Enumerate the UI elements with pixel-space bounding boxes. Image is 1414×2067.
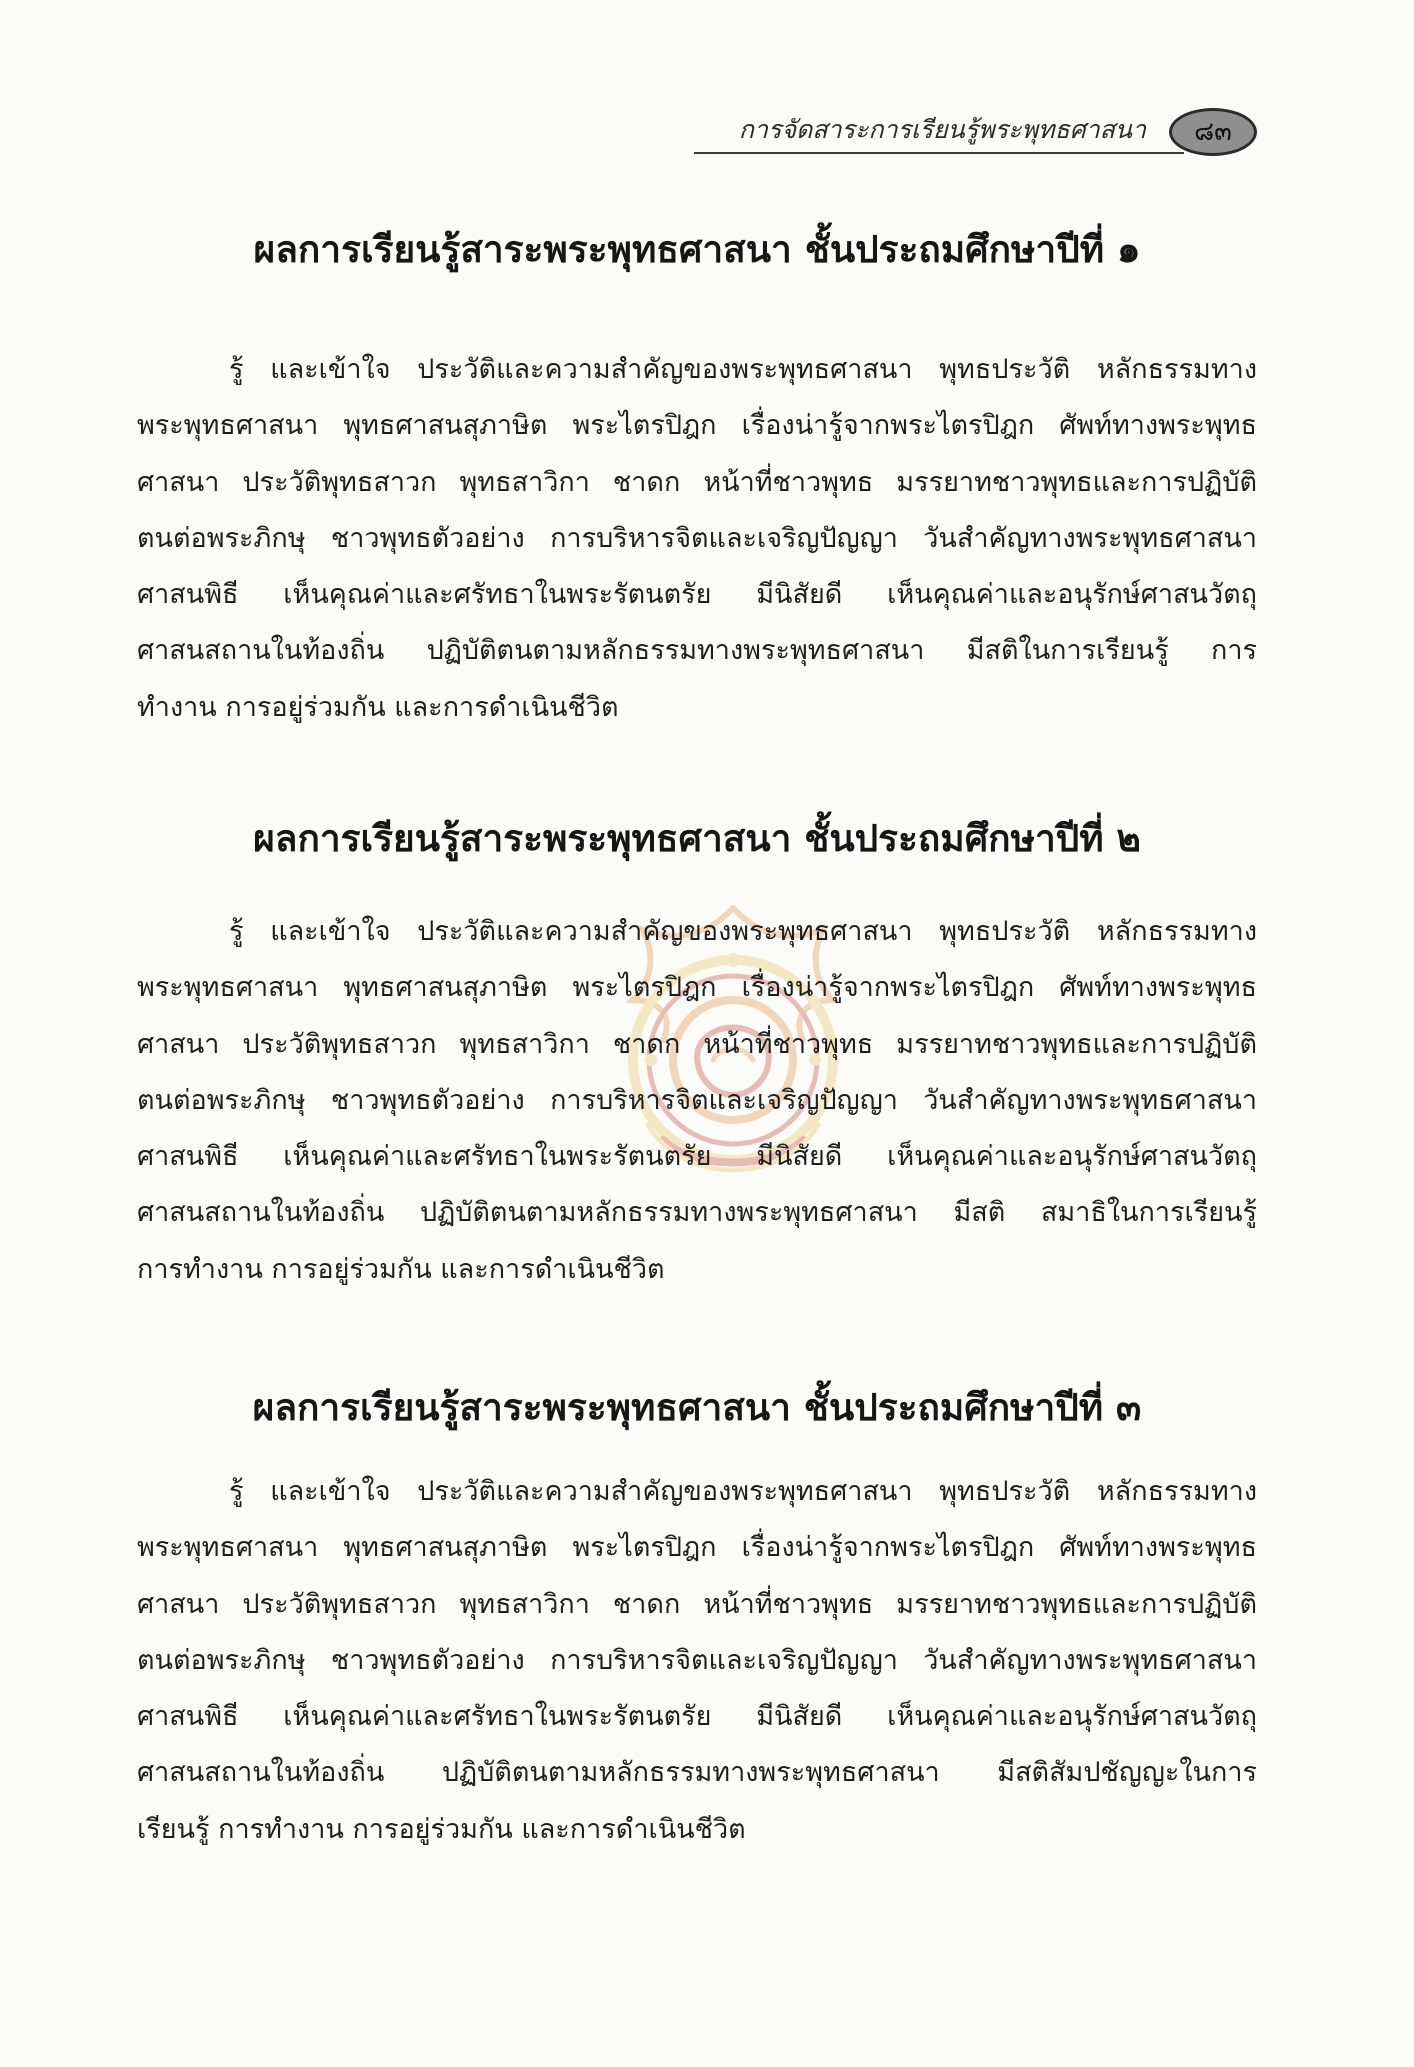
section-heading-grade-3: ผลการเรียนรู้สาระพระพุทธศาสนา ชั้นประถมศึกษาปีที่ ๓: [252, 1385, 1142, 1429]
paragraph-line: ทำงาน การอยู่ร่วมกัน และการดำเนินชีวิต: [137, 691, 619, 723]
section-heading-grade-2: ผลการเรียนรู้สาระพระพุทธศาสนา ชั้นประถมศึกษาปีที่ ๒: [253, 816, 1141, 860]
section-heading-grade-1: ผลการเรียนรู้สาระพระพุทธศาสนา ชั้นประถมศึกษาปีที่ ๑: [253, 227, 1141, 271]
paragraph-line: ศาสนา ประวัติพุทธสาวก พุทธสาวิกา ชาดก หน้าที่ชาวพุทธ มรรยาทชาวพุทธและการปฏิบัติ: [137, 466, 1257, 498]
paragraph-line: รู้ และเข้าใจ ประวัติและความสำคัญของพระพุทธศาสนา พุทธประวัติ หลักธรรมทาง: [229, 916, 1257, 947]
paragraph-line: ศาสนา ประวัติพุทธสาวก พุทธสาวิกา ชาดก หน้าที่ชาวพุทธ มรรยาทชาวพุทธและการปฏิบัติ: [137, 1588, 1257, 1620]
paragraph-line: การทำงาน การอยู่ร่วมกัน และการดำเนินชีวิต: [137, 1253, 665, 1285]
paragraph-line: รู้ และเข้าใจ ประวัติและความสำคัญของพระพุทธศาสนา พุทธประวัติ หลักธรรมทาง: [229, 1476, 1257, 1507]
header-rule: [694, 152, 1184, 154]
paragraph-line: พระพุทธศาสนา พุทธศาสนสุภาษิต พระไตรปิฎก เรื่องน่ารู้จากพระไตรปิฎก ศัพท์ทางพระพุทธ: [137, 972, 1257, 1004]
paragraph-line: ศาสนา ประวัติพุทธสาวก พุทธสาวิกา ชาดก หน้าที่ชาวพุทธ มรรยาทชาวพุทธและการปฏิบัติ: [137, 1028, 1257, 1060]
paragraph-line: ตนต่อพระภิกษุ ชาวพุทธตัวอย่าง การบริหารจิตและเจริญปัญญา วันสำคัญทางพระพุทธศาสนา: [137, 522, 1257, 554]
paragraph-line: ศาสนสถานในท้องถิ่น ปฏิบัติตนตามหลักธรรมทางพระพุทธศาสนา มีสติในการเรียนรู้ การ: [137, 635, 1257, 667]
paragraph-line: ศาสนพิธี เห็นคุณค่าและศรัทธาในพระรัตนตรัย มีนิสัยดี เห็นคุณค่าและอนุรักษ์ศาสนวัตถุ: [137, 579, 1257, 611]
paragraph-line: ศาสนสถานในท้องถิ่น ปฏิบัติตนตามหลักธรรมทางพระพุทธศาสนา มีสติสัมปชัญญะในการ: [137, 1757, 1257, 1789]
paragraph-line: พระพุทธศาสนา พุทธศาสนสุภาษิต พระไตรปิฎก เรื่องน่ารู้จากพระไตรปิฎก ศัพท์ทางพระพุทธ: [137, 410, 1257, 442]
page-number-badge: [1169, 108, 1257, 156]
section-paragraph-grade-2: [137, 904, 1257, 1298]
page-number: ๘๓: [1194, 117, 1232, 147]
section-paragraph-grade-1: [137, 342, 1257, 736]
running-header-title: การจัดสาระการเรียนรู้พระพุทธศาสนา: [738, 115, 1146, 144]
paragraph-line: ศาสนสถานในท้องถิ่น ปฏิบัติตนตามหลักธรรมทางพระพุทธศาสนา มีสติ สมาธิในการเรียนรู้: [137, 1197, 1257, 1229]
paragraph-line: พระพุทธศาสนา พุทธศาสนสุภาษิต พระไตรปิฎก เรื่องน่ารู้จากพระไตรปิฎก ศัพท์ทางพระพุทธ: [137, 1532, 1257, 1564]
paragraph-line: รู้ และเข้าใจ ประวัติและความสำคัญของพระพุทธศาสนา พุทธประวัติ หลักธรรมทาง: [229, 354, 1257, 385]
paragraph-line: ศาสนพิธี เห็นคุณค่าและศรัทธาในพระรัตนตรัย มีนิสัยดี เห็นคุณค่าและอนุรักษ์ศาสนวัตถุ: [137, 1701, 1257, 1733]
paragraph-line: ศาสนพิธี เห็นคุณค่าและศรัทธาในพระรัตนตรัย มีนิสัยดี เห็นคุณค่าและอนุรักษ์ศาสนวัตถุ: [137, 1141, 1257, 1173]
paragraph-line: ตนต่อพระภิกษุ ชาวพุทธตัวอย่าง การบริหารจิตและเจริญปัญญา วันสำคัญทางพระพุทธศาสนา: [137, 1084, 1257, 1116]
paragraph-line: ตนต่อพระภิกษุ ชาวพุทธตัวอย่าง การบริหารจิตและเจริญปัญญา วันสำคัญทางพระพุทธศาสนา: [137, 1644, 1257, 1676]
paragraph-line: เรียนรู้ การทำงาน การอยู่ร่วมกัน และการดำเนินชีวิต: [137, 1813, 746, 1845]
section-paragraph-grade-3: [137, 1464, 1257, 1858]
